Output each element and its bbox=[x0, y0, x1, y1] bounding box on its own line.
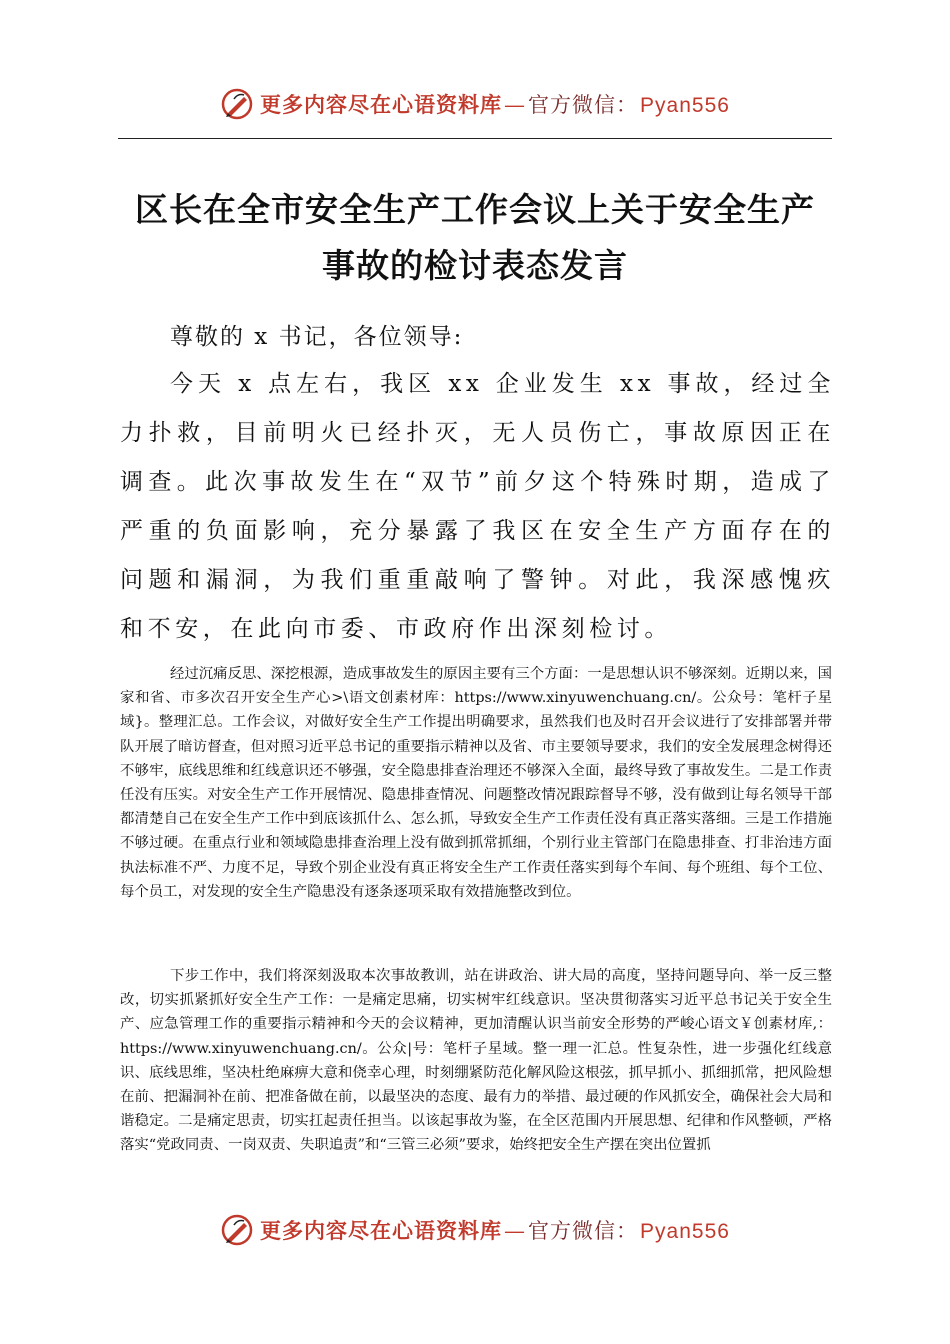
footer-brand: 更多内容尽在心语资料库 bbox=[260, 1218, 503, 1243]
footer-banner bbox=[260, 1215, 730, 1245]
salutation: 尊敬的 x 书记，各位领导: bbox=[170, 324, 464, 350]
document-title bbox=[100, 182, 850, 294]
header-wechat-label: 官方微信： bbox=[528, 93, 639, 117]
header-wechat-id: Pyan556 bbox=[640, 94, 730, 117]
header-banner bbox=[260, 89, 730, 119]
page-footer bbox=[0, 1210, 950, 1250]
header-brand: 更多内容尽在心语资料库 bbox=[260, 92, 503, 117]
pen-logo-icon bbox=[220, 87, 254, 121]
body-paragraph-1: 经过沉痛反思、深挖根源，造成事故发生的原因主要有三个方面：一是思想认识不够深刻。近期以来，国家和省、市多次召开安全生产心>\语文创素材库：https://www.xinyuwenchuang.cn/。公众号：笔杆子星域}。整理汇总。工作会议，对做好安全生产工作提出明确要求，虽然我们也及时召开会议进行了安排部署并带队开展了暗访督查，但对照习近平总书记的重要指示精神以及省、市主要领导要求，我们的安全发展理念树得还不够牢，底线思维和红线意识还不够强，安全隐患排查治理还不够深入全面，最终导致了事故发生。二是工作责任没有压实。对安全生产工作开展情况、隐患排查情况、问题整改情况跟踪督导不够，没有做到让每名领导干部都清楚自己在安全生产工作中到底该抓什么、怎么抓，导致安全生产工作责任没有真正落实落细。三是工作措施不够过硬。在重点行业和领域隐患排查治理上没有做到抓常抓细，个别行业主管部门在隐患排查、打非治违方面执法标准不严、力度不足，导致个别企业没有真正将安全生产工作责任落实到每个车间、每个班组、每个工位、每个员工，对发现的安全生产隐患没有逐条逐项采取有效措施整改到位。 bbox=[120, 666, 832, 900]
header-divider bbox=[118, 138, 832, 139]
footer-dash: — bbox=[504, 1219, 527, 1243]
pen-logo-icon bbox=[220, 1213, 254, 1247]
title-line-1: 区长在全市安全生产工作会议上关于安全生产 bbox=[135, 190, 815, 229]
header-dash: — bbox=[504, 93, 527, 117]
title-line-2: 事故的检讨表态发言 bbox=[322, 246, 628, 285]
footer-wechat-id: Pyan556 bbox=[640, 1220, 730, 1243]
body-paragraph-2: 下步工作中，我们将深刻汲取本次事故教训，站在讲政治、讲大局的高度，坚持问题导向、举一反三整改，切实抓紧抓好安全生产工作：一是痛定思痛，切实树牢红线意识。坚决贯彻落实习近平总书记关于安全生产、应急管理工作的重要指示精神和今天的会议精神，更加清醒认识当前安全形势的严峻心语文￥创素材库,：https://www.xinyuwenchuang.cn/。公众|号：笔杆子星域。整一理一汇总。性复杂性，进一步强化红线意识、底线思维，坚决杜绝麻痹大意和侥幸心理，时刻绷紧防范化解风险这根弦，抓早抓小、抓细抓常，把风险想在前、把漏洞补在前、把准备做在前，以最坚决的态度、最有力的举措、最过硬的作风抓安全，确保社会大局和谐稳定。二是痛定思责，切实扛起责任担当。以该起事故为鉴，在全区范围内开展思想、纪律和作风整顿，严格落实“党政同责、一岗双责、失职追责”和“三管三必须”要求，始终把安全生产摆在突出位置抓 bbox=[120, 968, 832, 1154]
intro-paragraph: 今天 x 点左右，我区 xx 企业发生 xx 事故，经过全力扑救，目前明火已经扑灭，无人员伤亡，事故原因正在调查。此次事故发生在“双节”前夕这个特殊时期，造成了严重的负面影响，充分暴露了我区在安全生产方面存在的问题和漏洞，为我们重重敲响了警钟。对此，我深感愧疚和不安，在此向市委、市政府作出深刻检讨。 bbox=[120, 371, 835, 642]
page-header bbox=[0, 84, 950, 124]
footer-wechat-label: 官方微信： bbox=[528, 1219, 639, 1243]
